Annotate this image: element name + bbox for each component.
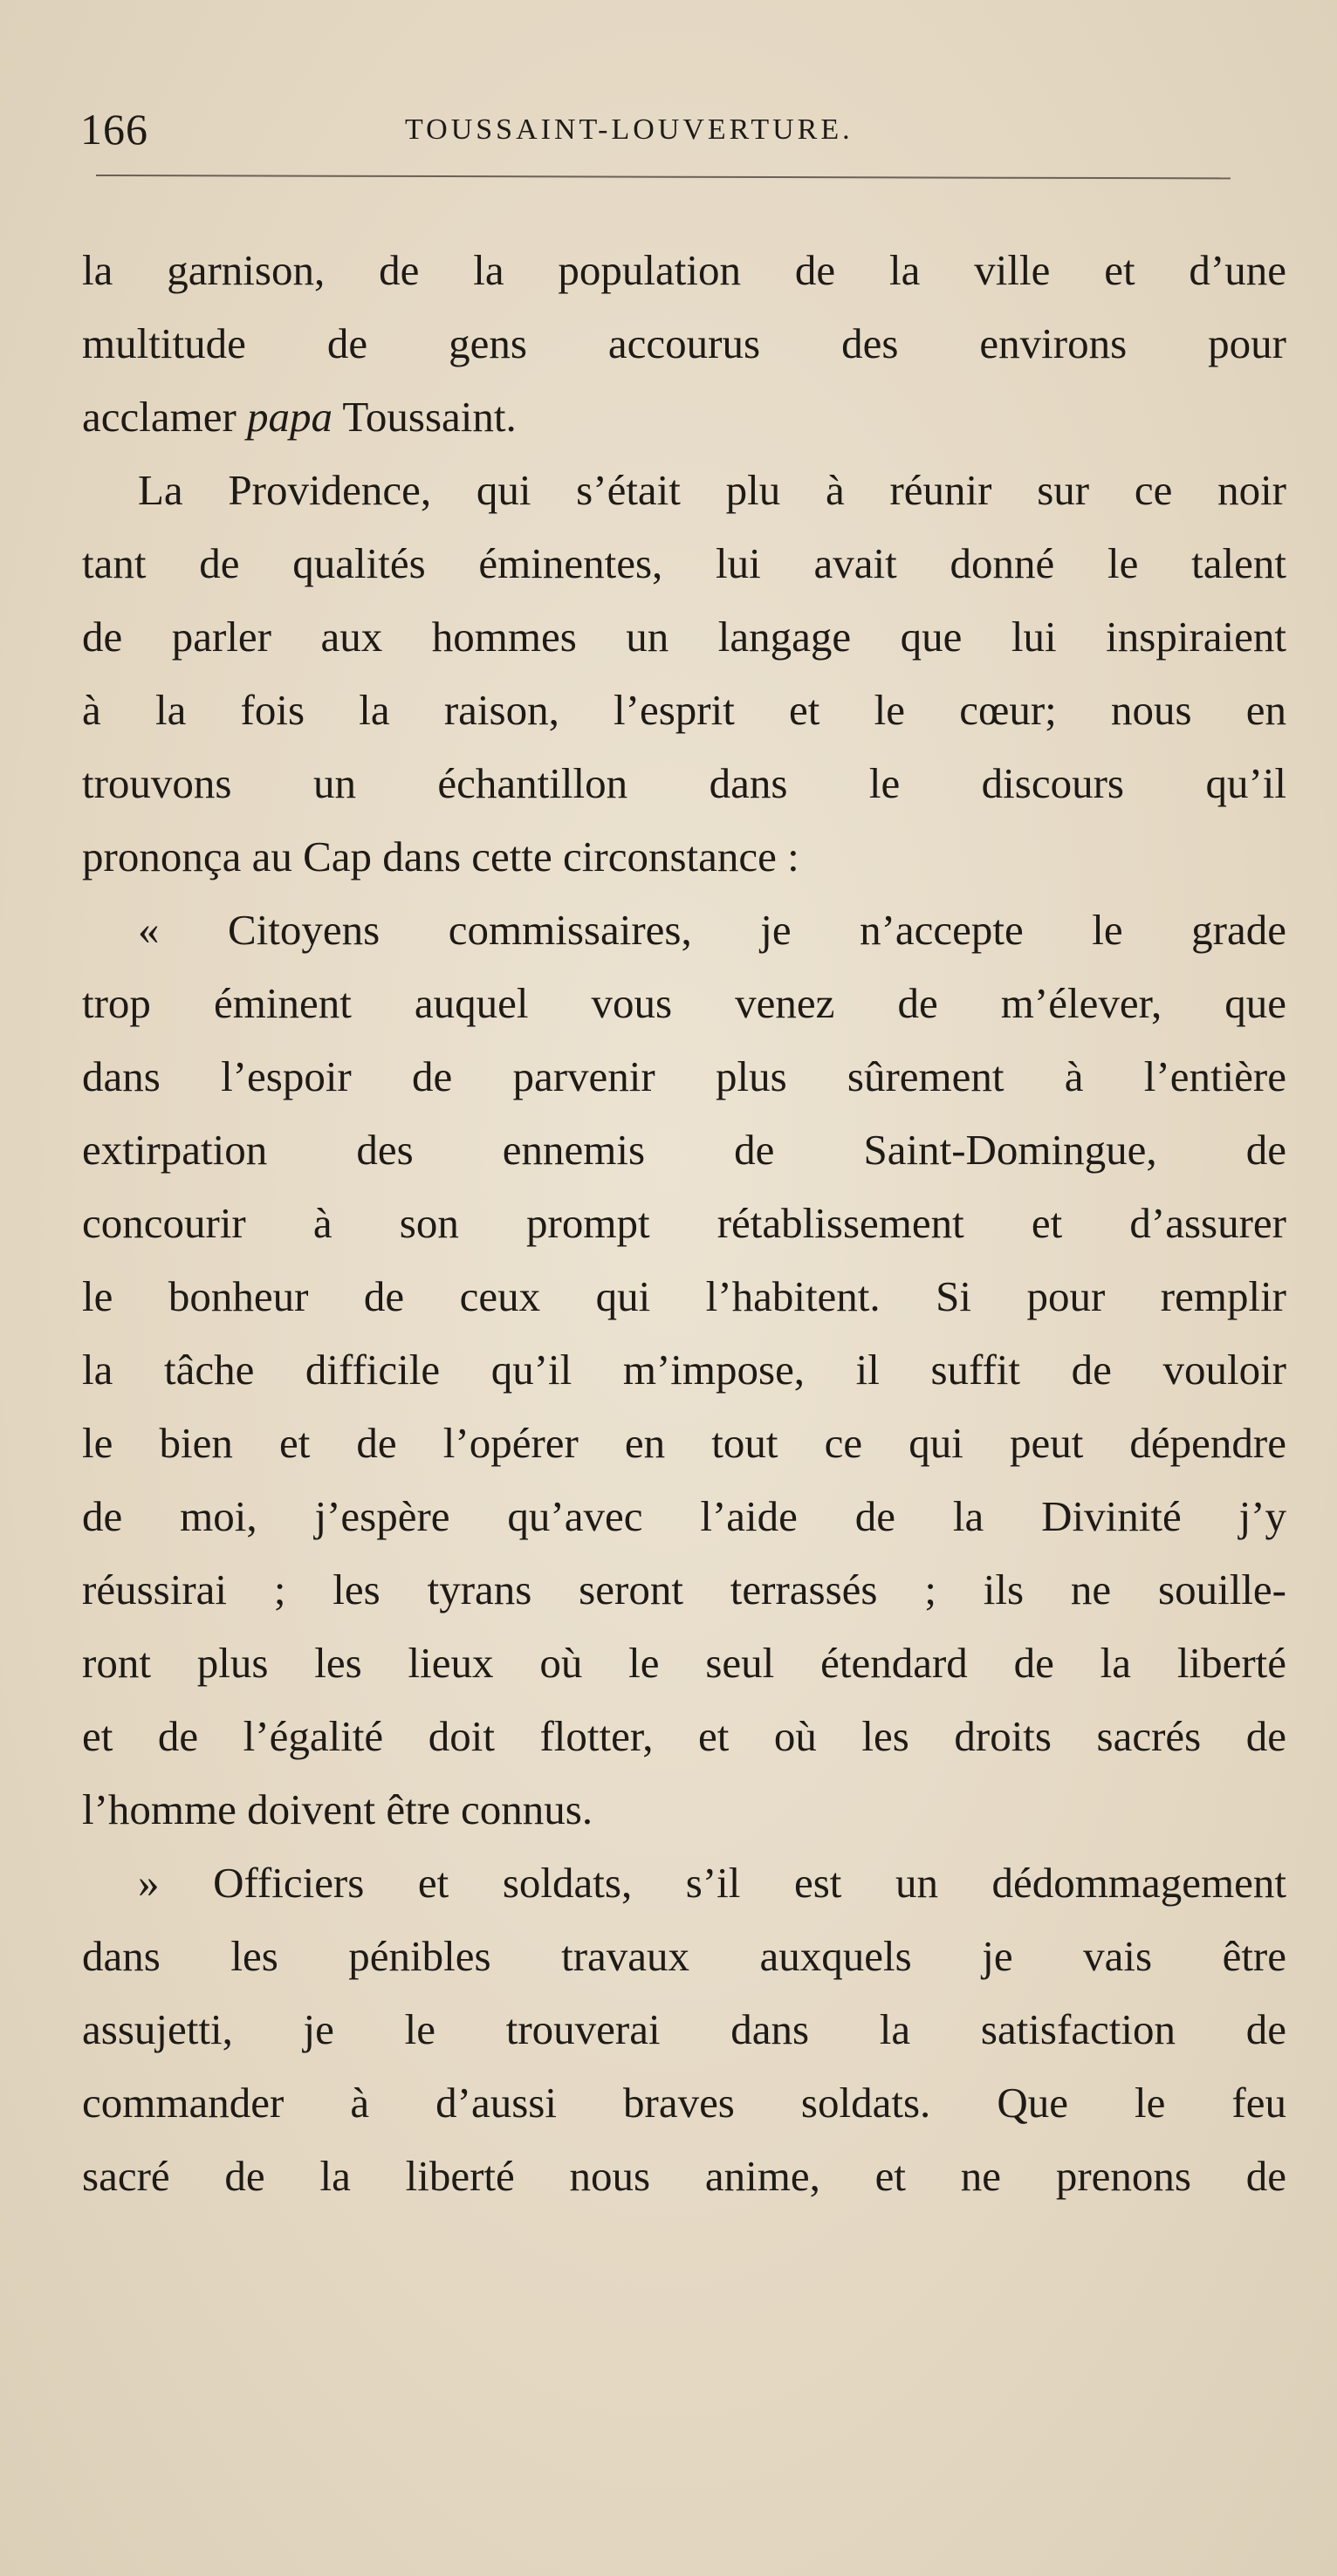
text-line <box>82 380 1286 454</box>
text-line: de moi, j’espère qu’avec l’aide de la Divinité j’y <box>82 1492 1286 1540</box>
text-line: commander à d’aussi braves soldats. Que le feu <box>82 2079 1286 2127</box>
header-rule <box>96 175 1231 179</box>
text-line: tant de qualités éminentes, lui avait donné le talent <box>82 539 1286 587</box>
text-line: multitude de gens accourus des environs pour <box>82 319 1286 367</box>
text-line: trouvons un échantillon dans le discours qu’il <box>82 759 1286 807</box>
text-line: dans l’espoir de parvenir plus sûrement à l’entière <box>82 1052 1286 1100</box>
paragraph-start: « Citoyens commissaires, je n’accepte le grade <box>138 906 1286 954</box>
paragraph-start: » Officiers et soldats, s’il est un dédommagement <box>138 1859 1286 1907</box>
text-line: trop éminent auquel vous venez de m’élever, que <box>82 979 1286 1027</box>
text-line: l’homme doivent être connus. <box>82 1785 593 1833</box>
text-line: sacré de la liberté nous anime, et ne prenons de <box>82 2152 1286 2200</box>
text-line: dans les pénibles travaux auxquels je vais être <box>82 1932 1286 1980</box>
text-line: prononça au Cap dans cette circonstance : <box>82 832 799 880</box>
text-line: la garnison, de la population de la ville et d’une <box>82 246 1286 294</box>
text-line: assujetti, je le trouverai dans la satisfaction de <box>82 2005 1286 2053</box>
text-line: et de l’égalité doit flotter, et où les droits sacrés de <box>82 1712 1286 1760</box>
paragraph-start: La Providence, qui s’était plu à réunir sur ce noir <box>138 466 1286 514</box>
text-span: acclamer <box>82 393 248 441</box>
text-line: le bien et de l’opérer en tout ce qui peut dépendre <box>82 1419 1286 1467</box>
italic-word: papa <box>247 393 333 441</box>
text-span: Toussaint. <box>333 393 517 441</box>
text-line: concourir à son prompt rétablissement et d’assurer <box>82 1199 1286 1247</box>
text-line: la tâche difficile qu’il m’impose, il suffit de vouloir <box>82 1346 1286 1394</box>
text-line: réussirai ; les tyrans seront terrassés ; ils ne souille- <box>82 1565 1286 1613</box>
running-title: TOUSSAINT-LOUVERTURE. <box>405 113 854 146</box>
text-line: le bonheur de ceux qui l’habitent. Si pour remplir <box>82 1272 1286 1320</box>
text-line: à la fois la raison, l’esprit et le cœur; nous en <box>82 686 1286 734</box>
page-number: 166 <box>80 105 148 154</box>
text-line: de parler aux hommes un langage que lui inspiraient <box>82 613 1286 661</box>
text-line: extirpation des ennemis de Saint-Domingue, de <box>82 1126 1286 1174</box>
running-head <box>80 103 1250 155</box>
text-line: ront plus les lieux où le seul étendard de la liberté <box>82 1639 1286 1687</box>
